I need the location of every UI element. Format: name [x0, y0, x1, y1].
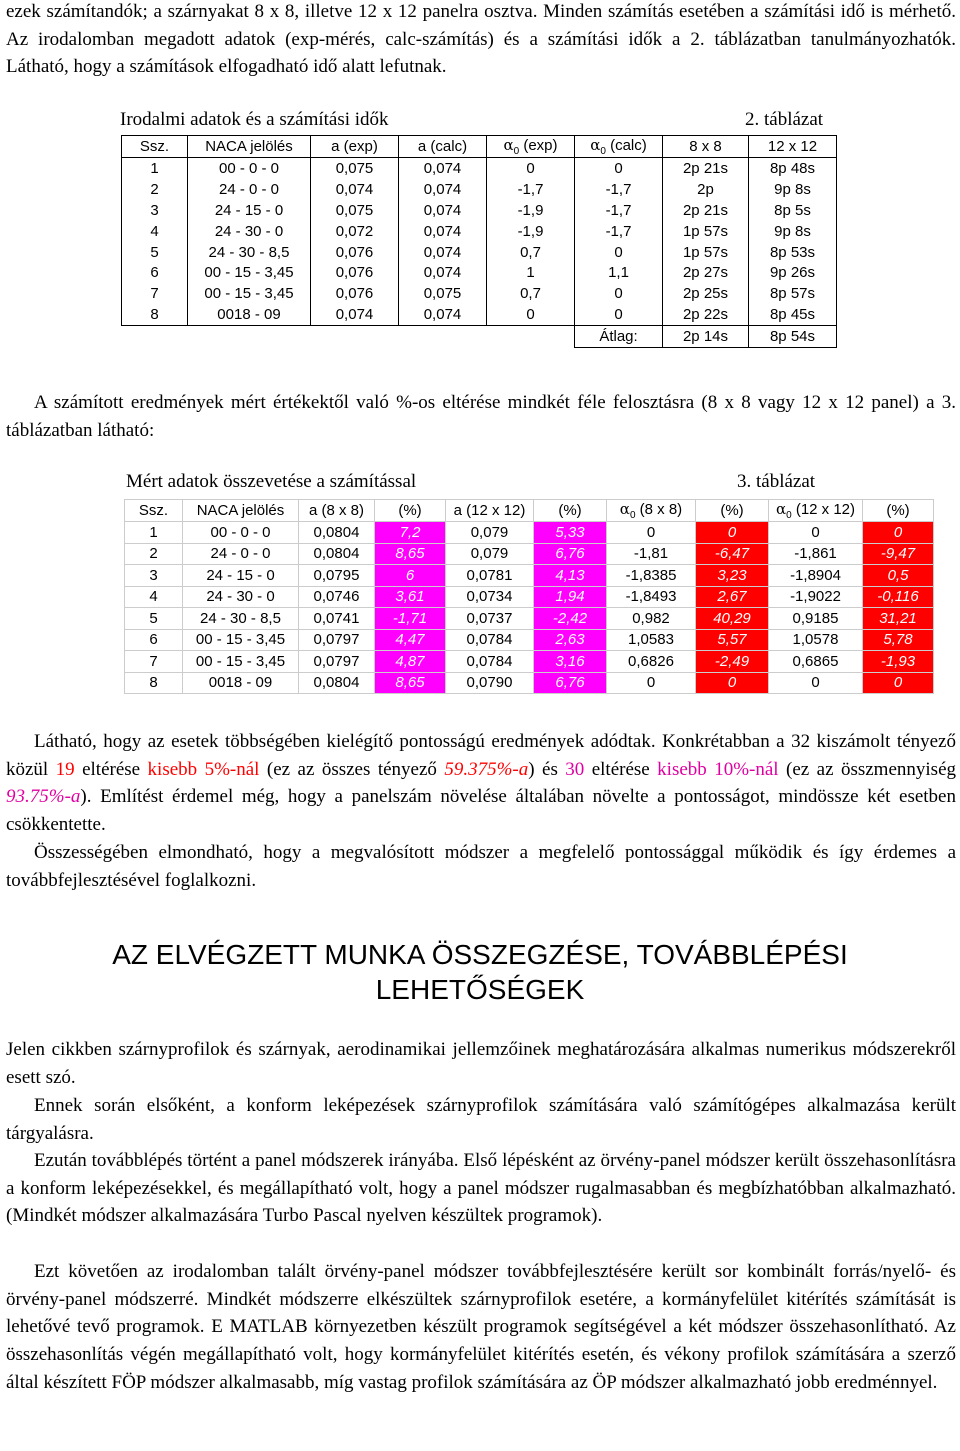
table3-cell: -0,116 [863, 586, 934, 608]
table2-caption: Irodalmi adatok és a számítási idők [120, 109, 389, 130]
table2-cell: 9p 26s [749, 262, 837, 283]
final-paragraph-4 [6, 1258, 956, 1397]
table3-cell: 6 [375, 565, 446, 587]
table3-cell: 24 - 0 - 0 [183, 543, 299, 565]
table3-header-cell: Ssz. [125, 500, 183, 522]
results-count-19: 19 [55, 758, 75, 780]
table2-header-cell: 8 x 8 [663, 136, 749, 158]
alpha-label: (calc) [610, 137, 647, 154]
table2-cell: 0,075 [311, 200, 399, 221]
table3-cell: 0,079 [446, 543, 534, 565]
table2-cell: 24 - 30 - 0 [188, 221, 311, 242]
blank-cell [188, 326, 311, 348]
table3-cell: 40,29 [696, 608, 769, 630]
blank-cell [122, 326, 188, 348]
table3-cell: 4,47 [375, 629, 446, 651]
table2-cell: 8p 57s [749, 283, 837, 304]
table3-cell: 0,9185 [769, 608, 863, 630]
results-text-d: ) és [528, 758, 566, 780]
table3-cell: 2,67 [696, 586, 769, 608]
table2-cell: 1 [487, 262, 575, 283]
table3-cell: 24 - 30 - 0 [183, 586, 299, 608]
table3-cell: 4 [125, 586, 183, 608]
table2-header-cell: a (calc) [399, 136, 487, 158]
results-text-a: Látható, hogy az esetek többségében kielégítő pontosságú eredmények adódtak. Konkrétabban a 32 kiszámolt tényező közül [6, 731, 956, 780]
table2-cell: 0,074 [399, 200, 487, 221]
blank-cell [487, 326, 575, 348]
table3-row [125, 586, 934, 608]
table3 [124, 499, 934, 694]
alpha-subscript: 0 [786, 510, 792, 521]
table3-cell: 00 - 0 - 0 [183, 522, 299, 544]
table3-cell: 0,0804 [299, 672, 375, 694]
table2-cell: 2 [122, 179, 188, 200]
table3-cell: -9,47 [863, 543, 934, 565]
results-text-c: (ez az összes tényező [259, 758, 445, 780]
alpha-symbol: α [503, 136, 514, 154]
table3-cell: 7 [125, 651, 183, 673]
table3-number: 3. táblázat [737, 471, 816, 492]
table3-cell: 5 [125, 608, 183, 630]
table2-cell: -1,7 [575, 200, 663, 221]
average-value: 8p 54s [749, 326, 837, 348]
table3-cell: 6,76 [534, 672, 607, 694]
results-pct-2: 93.75%-a [6, 786, 81, 808]
table3-cell: 0 [863, 522, 934, 544]
table3-cell: 3 [125, 565, 183, 587]
table3-cell: 6,76 [534, 543, 607, 565]
table3-cell: -1,8385 [607, 565, 696, 587]
table2-cell: 0,074 [399, 158, 487, 179]
table2-header-cell [487, 136, 575, 158]
table2-cell: 0,075 [399, 283, 487, 304]
table3-cell: -2,49 [696, 651, 769, 673]
table2-cell: 1,1 [575, 262, 663, 283]
table3-row [125, 629, 934, 651]
table2-average-row [122, 326, 837, 348]
alpha-symbol: α [590, 136, 601, 154]
table2-cell: 0 [575, 242, 663, 263]
table3-cell: 8,65 [375, 672, 446, 694]
table2-header-cell [575, 136, 663, 158]
table3-cell: 1 [125, 522, 183, 544]
table2-cell: 1p 57s [663, 221, 749, 242]
table3-cell: 0 [607, 522, 696, 544]
table2-row [122, 179, 837, 200]
table2-cell: 00 - 15 - 3,45 [188, 283, 311, 304]
alpha-label: (12 x 12) [795, 501, 856, 518]
table2-cell: 0,074 [399, 262, 487, 283]
table2-cell: 0,074 [399, 242, 487, 263]
para-between-text: A számított eredmények mért értékektől való %-os eltérése mindkét féle felosztásra (8 x 8 vagy 12 x 12 panel) a 3. táblázatban látható: [6, 392, 956, 441]
table3-header-cell: NACA jelölés [183, 500, 299, 522]
table3-header-row [125, 500, 934, 522]
table3-header-cell: a (12 x 12) [446, 500, 534, 522]
table2-cell: -1,9 [487, 221, 575, 242]
table3-cell: -1,861 [769, 543, 863, 565]
table3-cell: 0 [696, 672, 769, 694]
table2-cell: 8p 5s [749, 200, 837, 221]
table3-cell: -1,8493 [607, 586, 696, 608]
table3-cell: 0 [863, 672, 934, 694]
table3-cell: 0 [769, 672, 863, 694]
alpha-label: (8 x 8) [639, 501, 683, 518]
table3-cell: 4,13 [534, 565, 607, 587]
table2-cell: 0,076 [311, 242, 399, 263]
final-paragraph-4-text: Ezt követően az irodalomban talált örvény-panel módszer továbbfejlesztésére került sor kombinált forrás/nyelő- és örvény-panel módszerré. Mindkét módszerre elkészültek szárnyprofilok esetére, a kormányfelület kitérítés számítását is lehetővé tevő programok. E MATLAB környezetben készült programok segítségével a két módszer összehasonlítható. Az összehasonlítás végén megállapítható volt, hogy kormányfelület kitérítés esetén, és vékony profilok számítására a szerző által készített FÖP módszer alkalmasabb, míg vastag profilok számítására az ÖP módszer alkalmazható jobb eredménnyel. [6, 1261, 956, 1393]
table2-cell: 0,072 [311, 221, 399, 242]
table3-cell: 3,23 [696, 565, 769, 587]
table3-header-cell: a (8 x 8) [299, 500, 375, 522]
table2-row [122, 242, 837, 263]
table2-header-cell: a (exp) [311, 136, 399, 158]
table3-cell: 5,57 [696, 629, 769, 651]
alpha-symbol: α [619, 500, 630, 518]
table3-cell: 0,0734 [446, 586, 534, 608]
results-less-5: kisebb 5%-nál [147, 758, 260, 780]
table2-cell: 3 [122, 200, 188, 221]
table2-row [122, 262, 837, 283]
table3-cell: 5,78 [863, 629, 934, 651]
table3-cell: 0,0784 [446, 651, 534, 673]
table3-cell: 31,21 [863, 608, 934, 630]
table3-row [125, 565, 934, 587]
table3-cell: -2,42 [534, 608, 607, 630]
table2-row [122, 221, 837, 242]
table2-cell: 0,074 [311, 304, 399, 325]
table2-cell: 0 [487, 158, 575, 179]
table2-header-row [122, 136, 837, 158]
table2-cell: 24 - 15 - 0 [188, 200, 311, 221]
table3-cell: 0,0746 [299, 586, 375, 608]
table2-cell: 1 [122, 158, 188, 179]
alpha-subscript: 0 [513, 146, 520, 157]
table3-row [125, 543, 934, 565]
final-paragraph-3-text: Ezután továbblépés történt a panel módszerek irányába. Első lépésként az örvény-panel módszer került összehasonlításra a konform leképezésekkel, és megállapítható volt, hogy a panel módszer rugalmasabban és megbízhatóbban alkalmazható. (Mindkét módszer alkalmazására Turbo Pascal nyelven készültek programok). [6, 1150, 956, 1227]
table3-cell: -1,9022 [769, 586, 863, 608]
table3-cell: 0,0784 [446, 629, 534, 651]
table2-number: 2. táblázat [745, 109, 824, 130]
table3-cell: 3,16 [534, 651, 607, 673]
results-count-30: 30 [565, 758, 585, 780]
table2-cell: -1,7 [575, 179, 663, 200]
para-between [6, 389, 956, 444]
table3-cell: 1,0578 [769, 629, 863, 651]
table2-cell: 0,7 [487, 242, 575, 263]
table3-cell: -6,47 [696, 543, 769, 565]
table2-cell: 4 [122, 221, 188, 242]
table3-cell: 0,0741 [299, 608, 375, 630]
table2-header-cell: NACA jelölés [188, 136, 311, 158]
table3-cell: 0,0781 [446, 565, 534, 587]
table2-row [122, 283, 837, 304]
summary-paragraph [6, 839, 956, 894]
table2-cell: 8p 53s [749, 242, 837, 263]
table2-cell: 0,074 [399, 221, 487, 242]
table3-header-cell [769, 500, 863, 522]
table3-cell: 0,5 [863, 565, 934, 587]
table2-cell: 2p 22s [663, 304, 749, 325]
final-paragraph-1: Jelen cikkben szárnyprofilok és szárnyak, aerodinamikai jellemzőinek meghatározására alkalmas numerikus módszerekről esett szó. [6, 1039, 956, 1088]
table3-cell: 0,0737 [446, 608, 534, 630]
results-text-e: eltérése [584, 758, 658, 780]
table2-cell: 2p 27s [663, 262, 749, 283]
results-pct-1: 59.375%-a [444, 758, 529, 780]
table3-cell: 0018 - 09 [183, 672, 299, 694]
blank-cell [399, 326, 487, 348]
table2-cell: 8p 48s [749, 158, 837, 179]
table3-cell: 1,94 [534, 586, 607, 608]
table3-cell: 00 - 15 - 3,45 [183, 629, 299, 651]
table2-row [122, 304, 837, 325]
table2-cell: 00 - 15 - 3,45 [188, 262, 311, 283]
table2 [121, 135, 837, 348]
table2-row [122, 200, 837, 221]
table3-row [125, 651, 934, 673]
alpha-subscript: 0 [629, 510, 636, 521]
table3-cell: -1,71 [375, 608, 446, 630]
table3-cell: 7,2 [375, 522, 446, 544]
table3-cell: -1,8904 [769, 565, 863, 587]
table3-cell: 0 [769, 522, 863, 544]
final-paragraph-2-text: Ennek során elsőként, a konform leképezések szárnyprofilok számítására való számítógépes alkalmazása került tárgyalásra. [6, 1095, 956, 1144]
table2-cell: 5 [122, 242, 188, 263]
table2-cell: 00 - 0 - 0 [188, 158, 311, 179]
table2-cell: 0 [575, 283, 663, 304]
table3-cell: 0,982 [607, 608, 696, 630]
table2-cell: 8 [122, 304, 188, 325]
table2-cell: 0018 - 09 [188, 304, 311, 325]
table3-cell: 1,0583 [607, 629, 696, 651]
table3-cell: 8 [125, 672, 183, 694]
table3-cell: 0,0797 [299, 651, 375, 673]
alpha-label: (exp) [523, 137, 558, 154]
table2-cell: -1,7 [487, 179, 575, 200]
table3-row [125, 672, 934, 694]
table3-cell: 0,6826 [607, 651, 696, 673]
table3-cell: 4,87 [375, 651, 446, 673]
table2-header-cell: Ssz. [122, 136, 188, 158]
table2-cell: 7 [122, 283, 188, 304]
table2-cell: 0,076 [311, 262, 399, 283]
table3-header-cell: (%) [696, 500, 769, 522]
final-paragraph-2 [6, 1092, 956, 1147]
table2-cell: 1p 57s [663, 242, 749, 263]
results-less-10: kisebb 10%-nál [657, 758, 779, 780]
table2-cell: 0,074 [399, 179, 487, 200]
table2-cell: 0 [575, 158, 663, 179]
alpha-subscript: 0 [600, 146, 606, 157]
table2-cell: 0 [575, 304, 663, 325]
table3-header-cell: (%) [863, 500, 934, 522]
table2-cell: 6 [122, 262, 188, 283]
table3-header-cell: (%) [534, 500, 607, 522]
table3-cell: 0,0790 [446, 672, 534, 694]
table3-cell: 24 - 30 - 8,5 [183, 608, 299, 630]
table3-caption: Mért adatok összevetése a számítással [126, 471, 417, 492]
table2-cell: -1,9 [487, 200, 575, 221]
table2-header-cell: 12 x 12 [749, 136, 837, 158]
blank-cell [311, 326, 399, 348]
table3-cell: 5,33 [534, 522, 607, 544]
section-heading-line2: LEHETŐSÉGEK [375, 974, 585, 1005]
table3-cell: -1,93 [863, 651, 934, 673]
table2-cell: 0,076 [311, 283, 399, 304]
results-text-g: ). Említést érdemel még, hogy a panelszám növelése általában növelte a pontosságot, mindössze két esetben csökkentette. [6, 786, 956, 836]
results-text-f: (ez az összmennyiség [778, 758, 957, 780]
table2-cell: 24 - 0 - 0 [188, 179, 311, 200]
final-paragraph-3 [6, 1147, 956, 1230]
table3-cell: 0,079 [446, 522, 534, 544]
table3-cell: 2 [125, 543, 183, 565]
table2-cell: 8p 45s [749, 304, 837, 325]
table2-cell: 2p 25s [663, 283, 749, 304]
table2-cell: 24 - 30 - 8,5 [188, 242, 311, 263]
table2-row [122, 158, 837, 179]
table2-cell: 2p 21s [663, 158, 749, 179]
average-value: 2p 14s [663, 326, 749, 348]
table2-cell: 0 [487, 304, 575, 325]
table3-cell: 00 - 15 - 3,45 [183, 651, 299, 673]
table2-cell: 9p 8s [749, 179, 837, 200]
table3-row [125, 522, 934, 544]
table2-cell: 0,074 [311, 179, 399, 200]
table3-header-cell: (%) [375, 500, 446, 522]
table2-cell: 0,7 [487, 283, 575, 304]
table2-cell: 0,075 [311, 158, 399, 179]
table3-cell: 0,0795 [299, 565, 375, 587]
section-heading-line1: AZ ELVÉGZETT MUNKA ÖSSZEGZÉSE, TOVÁBBLÉPÉSI [112, 939, 848, 970]
results-paragraph [6, 728, 956, 839]
table2-cell: 2p 21s [663, 200, 749, 221]
table2-cell: 2p [663, 179, 749, 200]
table3-cell: 3,61 [375, 586, 446, 608]
average-label: Átlag: [575, 326, 663, 348]
table3-cell: 24 - 15 - 0 [183, 565, 299, 587]
table3-cell: 8,65 [375, 543, 446, 565]
table3-cell: 2,63 [534, 629, 607, 651]
table3-cell: 0 [607, 672, 696, 694]
table3-cell: 0,0797 [299, 629, 375, 651]
table3-cell: 0 [696, 522, 769, 544]
table3-cell: 6 [125, 629, 183, 651]
alpha-symbol: α [775, 500, 787, 518]
table2-cell: -1,7 [575, 221, 663, 242]
results-text-b: eltérése [74, 758, 148, 780]
table3-cell: 0,6865 [769, 651, 863, 673]
table3-cell: 0,0804 [299, 543, 375, 565]
table3-row [125, 608, 934, 630]
table3-cell: 0,0804 [299, 522, 375, 544]
table3-header-cell [607, 500, 696, 522]
intro-paragraph: ezek számítandók; a szárnyakat 8 x 8, illetve 12 x 12 panelra osztva. Minden számítás esetében a számítási idő is mérhető. Az irodalomban megadott adatok (exp-mérés, calc-számítás) és a számítási idők a 2. táblázatban tanulmányozhatók. Látható, hogy a számítások elfogadható idő alatt lefutnak. [6, 1, 956, 78]
table2-cell: 9p 8s [749, 221, 837, 242]
summary-text: Összességében elmondható, hogy a megvalósított módszer a megfelelő pontossággal működik és így érdemes a továbbfejlesztésével foglalkozni. [6, 842, 956, 891]
table2-cell: 0,074 [399, 304, 487, 325]
table3-cell: -1,81 [607, 543, 696, 565]
